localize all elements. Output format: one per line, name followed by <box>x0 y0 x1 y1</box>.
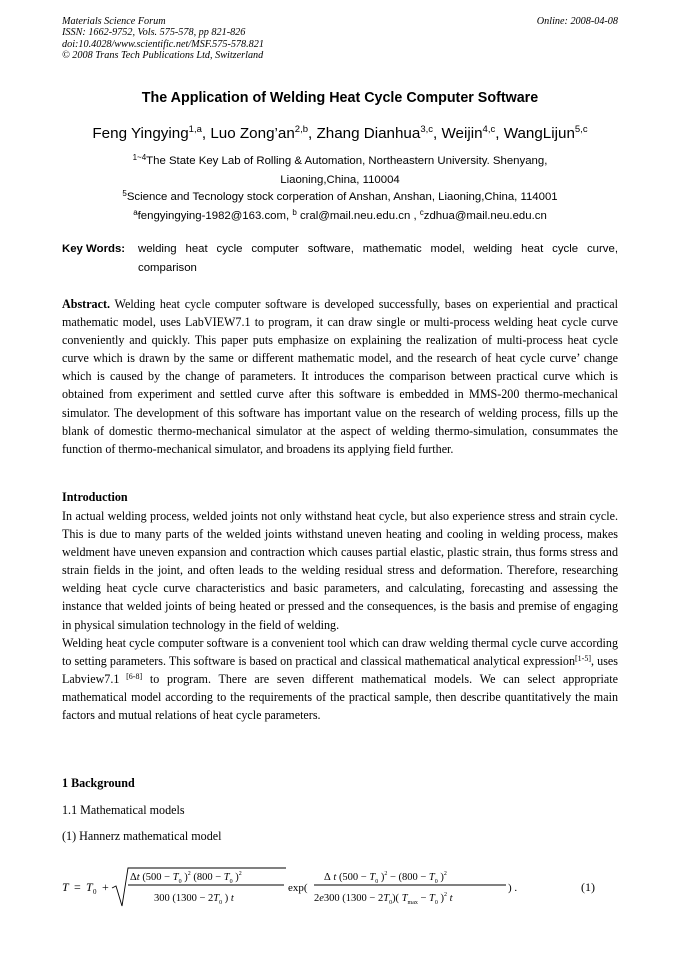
author-affil-sup: 2,b <box>294 124 309 135</box>
svg-text:T: T <box>86 880 93 894</box>
email-c-link[interactable]: zdhua@mail.neu.edu.cn <box>423 210 547 222</box>
author-list: Feng Yingying$^{1,a}$, Luo Zong’an$^{2,b}$, Zhang Dianhua$^{3,c}$, Weijin$^{4,c}$, WangLijun$^{5,c}$ <box>92 124 588 142</box>
background-heading: 1 Background <box>62 776 135 790</box>
author-name: Feng Yingying <box>92 125 189 142</box>
introduction-body <box>62 507 618 724</box>
affiliation-2: $^5$Science and Tecnology stock corperation of Anshan, Anshan, Liaoning,China, 114001 $^a$fengyingying-1982@163.com, $^b$ cral@mail.neu.edu.cn , $^c$zdhua@mail.neu.edu.cn <box>62 188 618 226</box>
svg-text:0: 0 <box>93 888 97 896</box>
online-date: Online: 2008-04-08 <box>536 16 618 27</box>
author-name: WangLijun <box>503 125 575 142</box>
journal-header <box>62 16 618 62</box>
keywords-text: welding heat cycle computer software, mathematic model, welding heat cycle curve, comparison <box>138 243 618 274</box>
author-name: Luo Zong’an <box>210 125 295 142</box>
author-affil-sup: 1,a <box>188 124 202 135</box>
copyright-line: © 2008 Trans Tech Publications Ltd, Switzerland <box>62 50 264 62</box>
keywords-label: Key Words: <box>62 243 126 255</box>
keywords-block <box>62 240 618 278</box>
author-affil-sup: 4,c <box>482 124 496 135</box>
svg-text:Δt (500 − T0 )2 (800 − T0 )2: Δt ($500 - T_0$ )$^2$ ($800 - T_0$ )$^2$ <box>130 871 242 885</box>
issn-line: ISSN: 1662-9752, Vols. 575-578, pp 821-826 <box>62 27 246 39</box>
svg-text:) .: ) . <box>508 882 518 894</box>
author-affil-sup: 5,c <box>574 124 588 135</box>
citation-ref: [6-8] <box>119 671 143 681</box>
equation-graphic <box>62 862 618 912</box>
svg-text:+: + <box>102 880 109 894</box>
svg-text:Δ t (500 − T0 )2 − (800 − T: Δ t ($500 - T_0$ )$^2 - (800 - T_0$ )$^2$ <box>324 871 447 885</box>
svg-text:T: T <box>62 880 69 894</box>
author-name: Weijin <box>441 125 483 142</box>
introduction-paragraph-1: In actual welding process, welded joints not only withstand heat cycle, but also experience stress and strain cycle. This is due to many parts of the welded joints withstand uneven heating and cooling in welding process, makes weldment have uneven expansion and contraction which causes partial elastic, plastic strain, thus forms stress and strain fields in the joint, and often leads to the welding residual stress and deformation. Therefore, researching welding heat cycle curve characteristics and basic parameters, and calculating, forecasting and assessing the instance that welded joints of being heated or pressed and the consequences, is the basis and premise of engaging in physical simulation technology in the field of welding. <box>62 509 618 632</box>
email-b-link[interactable]: cral@mail.neu.edu.cn , <box>296 210 420 222</box>
subsection-heading: 1.1 Mathematical models <box>62 803 185 817</box>
svg-text:exp(: exp( <box>288 882 308 894</box>
doi-line: doi:10.4028/www.scientific.net/MSF.575-578.821 <box>62 38 264 50</box>
affiliation-1: $^{1\sim 4}$The State Key Lab of Rolling & Automation, Northeastern University. Shenyang, Liaoning,China, 110004 <box>132 153 548 186</box>
equation-number: (1) <box>581 880 595 894</box>
abstract-label: Abstract. <box>62 297 111 311</box>
journal-name: Materials Science Forum <box>62 16 166 27</box>
email-a-link[interactable]: fengyingying-1982@163.com, <box>137 210 293 222</box>
svg-text:300 (1300 − 2T0 ) t: 300 ($1300 - 2T_0$ ) t <box>154 893 234 906</box>
author-affil-sup: 3,c <box>420 124 434 135</box>
email-line: $^a$fengyingying-1982@163.com, $^b$ cral@mail.neu.edu.cn , $^c$zdhua@mail.neu.edu.cn <box>133 208 547 222</box>
introduction-paragraph-2: Welding heat cycle computer software is a convenient tool which can draw welding thermal cycle curve according to setting parameters. This software is based on practical and classical mathematical analytical expression[1-5], uses Labview7.1 [6-8] to program. There are seven different mathematical models. We can select appropriate mathematical model according to the requirements of the practical sample, then describe quantitatively the main factors and mutual relations of heat cycle parameters. <box>62 635 618 723</box>
equation-hannerz <box>62 862 618 912</box>
citation-ref: [1-5] <box>575 653 591 663</box>
model-heading: (1) Hannerz mathematical model <box>62 829 222 843</box>
introduction-heading: Introduction <box>62 490 128 504</box>
paper-title: The Application of Welding Heat Cycle Computer Software <box>141 90 539 106</box>
svg-text:2e300 (1300 − 2T0)( Tmax −: 2e300 $(1300 - 2T_0)$( $T_{max} - T_0$ )$^2$ t <box>314 892 453 906</box>
author-name: Zhang Dianhua <box>316 125 421 142</box>
abstract-paragraph <box>62 295 618 458</box>
svg-text:=: = <box>74 880 81 894</box>
abstract-text: Welding heat cycle computer software is developed successfully, bases on experiential and practical mathematic model, uses LabVIEW7.1 to program, it can draw single or multi-process welding heat cycle curve conveniently and quickly. This paper puts emphasize on explaining the realization of multi-process heat cycle curve which is drawn by the same or different mathematic model, and the research of heat cycle curve’ change which is caused by the change of parameters. It introduces the comparison between practical curve which is obtained from experiment and settled curve after this software is embedded in MMS-200 thermo-mechanical simulator. The development of this software has important value on the research of welding process, fills up the blank of domestic thermo-mechanical simulator at the aspect of welding thermo-simulation, consummates the function of thermo-mechanical simulator, and broadens its applying field further. <box>62 297 618 456</box>
